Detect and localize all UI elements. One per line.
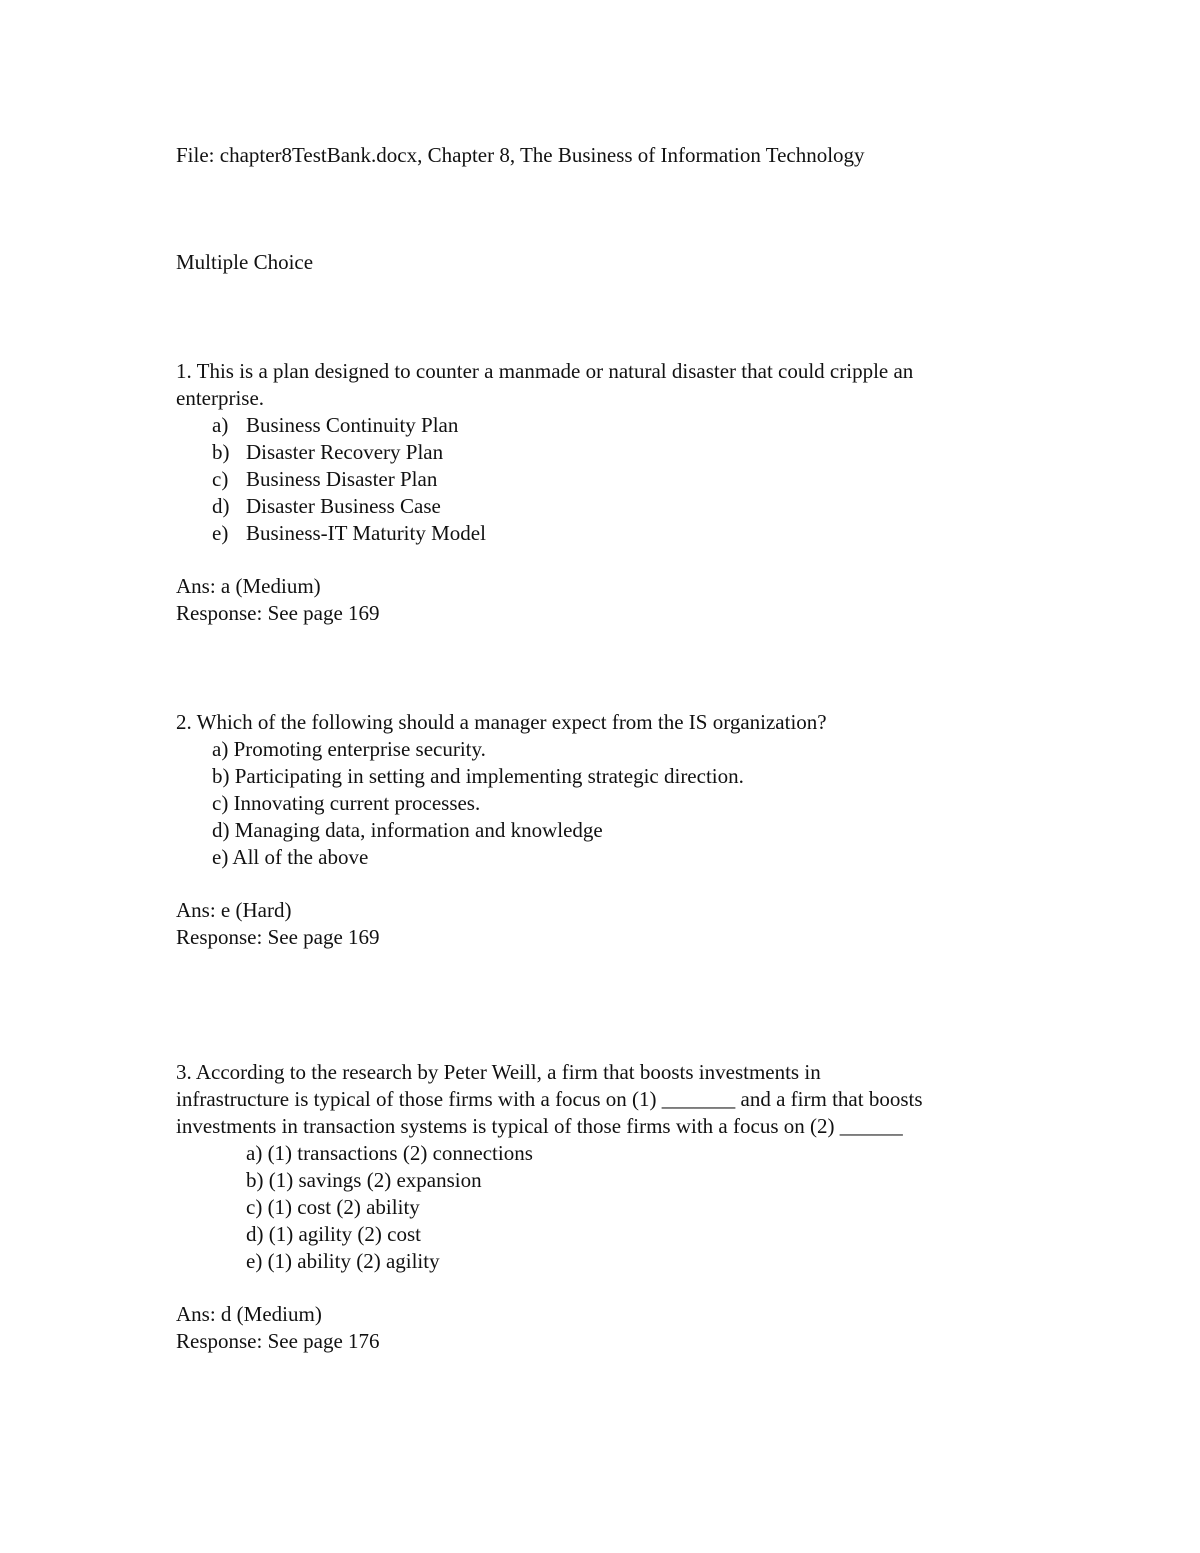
question-stem: 1. This is a plan designed to counter a manmade or natural disaster that could cripple an <box>176 359 914 383</box>
section-title: Multiple Choice <box>176 250 314 274</box>
response-line: Response: See page 169 <box>176 601 380 625</box>
option-a: a) Promoting enterprise security. <box>212 737 486 761</box>
option-b: b) (1) savings (2) expansion <box>246 1168 482 1192</box>
option-e <box>212 520 1056 547</box>
option-text: Business-IT Maturity Model <box>246 521 486 545</box>
response-line: Response: See page 176 <box>176 1329 380 1353</box>
response-line: Response: See page 169 <box>176 925 380 949</box>
question-3 <box>176 1059 1056 1355</box>
option-text: Disaster Recovery Plan <box>246 440 444 464</box>
option-text: Business Continuity Plan <box>246 413 459 437</box>
question-1 <box>176 358 1056 627</box>
answer-options <box>176 412 1056 547</box>
document-page <box>176 142 1056 1355</box>
option-b: b) Participating in setting and implementing strategic direction. <box>212 764 744 788</box>
option-letter: a) <box>212 413 229 437</box>
option-letter: d) <box>212 494 230 518</box>
option-letter: c) <box>212 467 229 491</box>
option-d <box>212 493 1056 520</box>
question-stem: infrastructure is typical of those firms with a focus on (1) _______ and a firm that boosts <box>176 1087 923 1111</box>
answer-line: Ans: a (Medium) <box>176 574 321 598</box>
question-stem: investments in transaction systems is typical of those firms with a focus on (2) ______ <box>176 1114 903 1138</box>
answer-block <box>176 573 1056 627</box>
option-d: d) Managing data, information and knowledge <box>212 818 603 842</box>
option-e: e) All of the above <box>212 845 369 869</box>
question-stem: 2. Which of the following should a manager expect from the IS organization? <box>176 710 827 734</box>
file-header: File: chapter8TestBank.docx, Chapter 8, The Business of Information Technology <box>176 143 865 167</box>
answer-options <box>176 1140 1056 1275</box>
option-letter: e) <box>212 521 229 545</box>
answer-block <box>176 897 1056 951</box>
question-2 <box>176 709 1056 951</box>
answer-options <box>176 736 1056 871</box>
option-a: a) (1) transactions (2) connections <box>246 1141 533 1165</box>
answer-block <box>176 1301 1056 1355</box>
answer-line: Ans: d (Medium) <box>176 1302 322 1326</box>
option-letter: b) <box>212 440 230 464</box>
option-d: d) (1) agility (2) cost <box>246 1222 421 1246</box>
option-b <box>212 439 1056 466</box>
question-stem: enterprise. <box>176 386 265 410</box>
option-a <box>212 412 1056 439</box>
option-e: e) (1) ability (2) agility <box>246 1249 440 1273</box>
answer-line: Ans: e (Hard) <box>176 898 292 922</box>
option-c <box>212 466 1056 493</box>
option-text: Business Disaster Plan <box>246 467 438 491</box>
option-c: c) Innovating current processes. <box>212 791 481 815</box>
option-c: c) (1) cost (2) ability <box>246 1195 420 1219</box>
option-text: Disaster Business Case <box>246 494 441 518</box>
question-stem: 3. According to the research by Peter Weill, a firm that boosts investments in <box>176 1060 821 1084</box>
